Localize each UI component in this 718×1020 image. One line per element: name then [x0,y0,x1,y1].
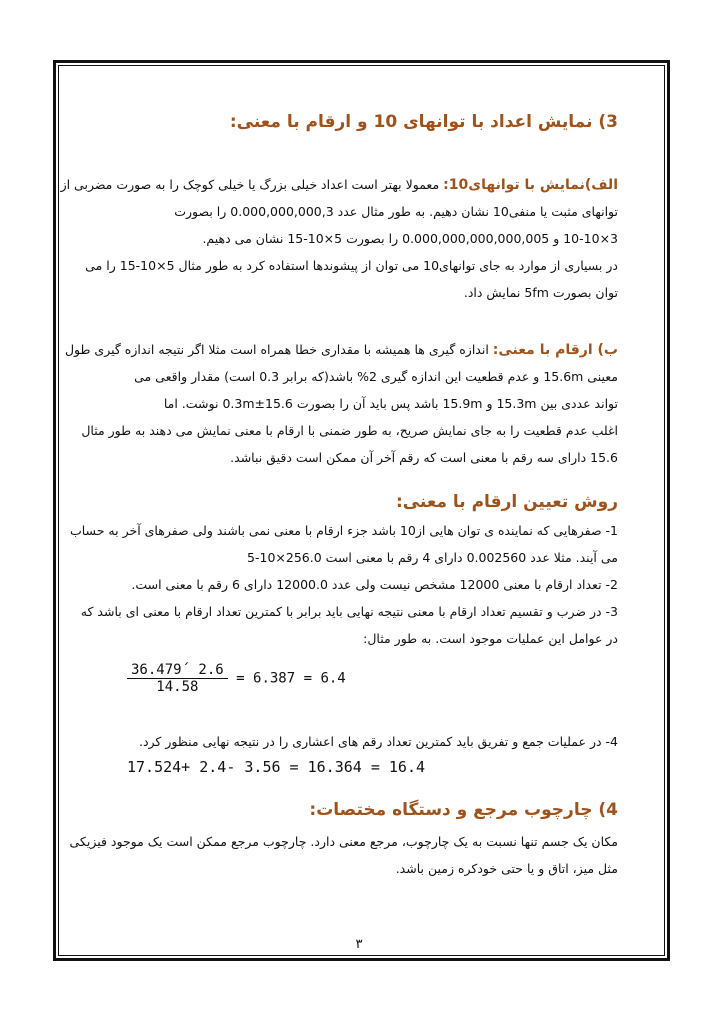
sigfig-rule-1-cont: می آیند. مثلا عدد 0.002560 دارای 4 رقم با معنی است 256.0×10-5 [247,550,618,565]
equation-product-result: = 6.387 = 6.4 [236,670,346,687]
sigfig-rule-3-cont: در عوامل این عملیات موجود است. به طور مثال: [363,631,618,646]
fraction-denominator: 14.58 [156,679,199,695]
paragraph-a-line-4: در بسیاری از موارد به جای توانهای10 می توان از پیشوندها استفاده کرد به طور مثال 5×10-15 را می [85,258,618,273]
paragraph-b-line-1 [64,340,618,360]
paragraph-b-text-1: اندازه گیری ها همیشه با مقداری خطا همراه است مثلا اگر نتیجه اندازه گیری طول [64,342,489,357]
section-4-line-2: مثل میز، اتاق و یا حتی خودکره زمین باشد. [395,861,618,876]
paragraph-b-lead: ب) ارقام با معنی: [492,342,618,358]
paragraph-b-line-5: 15.6 دارای سه رقم با معنی است که رقم آخر آن ممکن است دقیق نباشد. [230,450,618,465]
equation-sum: 17.524+ 2.4- 3.56 = 16.364 = 16.4 [127,758,426,776]
sigfig-rule-4: 4- در عملیات جمع و تفریق باید کمترین تعداد رقم های اعشاری را در نتیجه نهایی منظور کرد. [139,734,618,749]
paragraph-b-line-3: تواند عددی بین 15.3m و 15.9m باشد پس باید آن را بصورت 15.6±0.3m نوشت. اما [163,396,618,411]
paragraph-a-lead: الف)نمایش با توانهای10: [443,177,618,193]
sigfig-rule-2: 2- تعداد ارقام با معنی 12000 مشخص نیست ولی عدد 12000.0 دارای 6 رقم با معنی است. [131,577,618,592]
paragraph-a-line-5: توان بصورت 5fm نمایش داد. [463,285,618,300]
paragraph-b-line-2: معینی 15.6m و عدم قطعیت این اندازه گیری 2% باشد(که برابر 0.3 است) مقدار واقعی می [134,369,618,384]
paragraph-a-line-1 [60,175,618,195]
section-3-title: 3) نمایش اعداد با توانهای 10 و ارقام با معنی: [229,112,618,132]
equation-fraction [127,662,228,695]
sigfig-rule-3: 3- در ضرب و تقسیم تعداد ارقام با معنی نتیجه نهایی باید برابر با کمترین تعداد ارقام با معنی ای باشد که [80,604,618,619]
section-4-line-1: مکان یک جسم تنها نسبت به یک چارچوب، مرجع معنی دارد. چارچوب مرجع ممکن است یک موجود فیزیکی [69,834,618,849]
section-4-title: 4) چارچوب مرجع و دستگاه مختصات: [309,800,618,820]
paragraph-b-line-4: اغلب عدم قطعیت را به جای نمایش صریح، به طور ضمنی با ارقام با معنی نمایش می دهند به طور مثال [81,423,618,438]
paragraph-a-line-2: توانهای مثبت یا منفی10 نشان دهیم. به طور مثال عدد 0.000,000,000,3 را بصورت [174,204,618,219]
paragraph-a-line-3: 3×10-10 و 0.000,000,000,000,005 را بصورت 5×10-15 نشان می دهیم. [202,231,618,246]
page-number: ۳ [355,937,363,952]
fraction-numerator: 36.479´ 2.6 [127,662,228,679]
document-page [60,95,618,952]
paragraph-a-text-1: معمولا بهتر است اعداد خیلی بزرگ یا خیلی کوچک را به صورت مضربی از [60,177,440,192]
equation-product [127,662,346,695]
sigfig-title: روش تعیین ارقام با معنی: [395,492,618,512]
sigfig-rule-1: 1- صفرهایی که نماینده ی توان هایی از10 باشد جزء ارقام با معنی نمی باشند ولی صفرهای آخر به حساب [69,523,618,538]
